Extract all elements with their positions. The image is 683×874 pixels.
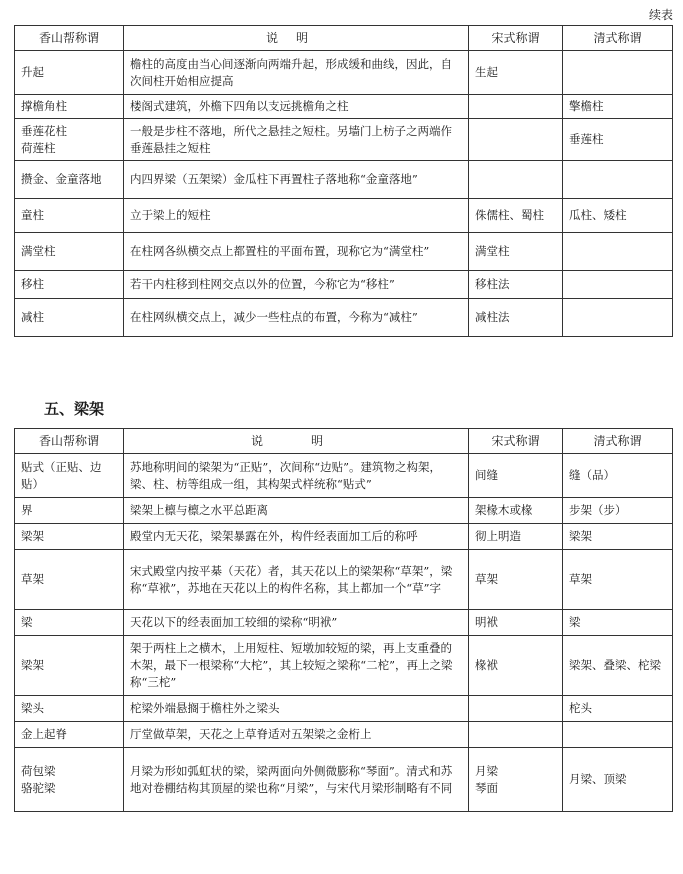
table-row	[15, 550, 673, 610]
qing-cell: 擎檐柱	[563, 95, 673, 119]
qing-cell: 瓜柱、矮柱	[563, 199, 673, 233]
table-row	[15, 498, 673, 524]
header-description: 说明	[124, 26, 469, 51]
table-header-row	[15, 429, 673, 454]
qing-cell	[563, 271, 673, 299]
song-cell: 椽袱	[469, 636, 563, 696]
term-cell: 梁架	[15, 524, 124, 550]
term-cell: 垂莲花柱 荷莲柱	[15, 119, 124, 161]
term-cell: 升起	[15, 51, 124, 95]
table-row	[15, 51, 673, 95]
description-cell: 柁梁外端悬搁于檐柱外之梁头	[124, 696, 469, 722]
table-row	[15, 199, 673, 233]
term-cell: 梁头	[15, 696, 124, 722]
song-cell: 移柱法	[469, 271, 563, 299]
table-row	[15, 454, 673, 498]
table-row	[15, 748, 673, 812]
term-cell: 减柱	[15, 299, 124, 337]
term-cell: 满堂柱	[15, 233, 124, 271]
table-row	[15, 233, 673, 271]
qing-cell	[563, 51, 673, 95]
term-cell: 贴式（正贴、边贴）	[15, 454, 124, 498]
terminology-table-columns	[14, 25, 673, 337]
description-cell: 梁架上檩与檩之水平总距离	[124, 498, 469, 524]
qing-cell: 梁架	[563, 524, 673, 550]
term-cell: 荷包梁 骆驼梁	[15, 748, 124, 812]
song-cell	[469, 161, 563, 199]
song-cell: 明袱	[469, 610, 563, 636]
description-cell: 立于梁上的短柱	[124, 199, 469, 233]
header-song: 宋式称谓	[469, 429, 563, 454]
header-xiangshan: 香山帮称谓	[15, 26, 124, 51]
table-row	[15, 636, 673, 696]
table-row	[15, 696, 673, 722]
table-row	[15, 271, 673, 299]
header-song: 宋式称谓	[469, 26, 563, 51]
table-row	[15, 119, 673, 161]
terminology-table-beams	[14, 428, 673, 812]
description-cell: 天花以下的经表面加工较细的梁称“明袱”	[124, 610, 469, 636]
term-cell: 移柱	[15, 271, 124, 299]
header-xiangshan: 香山帮称谓	[15, 429, 124, 454]
description-cell: 厅堂做草架，天花之上草脊适对五架梁之金桁上	[124, 722, 469, 748]
description-cell: 架于两柱上之横木，上用短柱、短墩加较短的梁，再上支重叠的木架，最下一根梁称“大柁”，其上较短之梁称“二柁”，再上之梁称“三柁”	[124, 636, 469, 696]
song-cell	[469, 696, 563, 722]
description-cell: 楼阁式建筑，外檐下四角以支远挑檐角之柱	[124, 95, 469, 119]
qing-cell	[563, 722, 673, 748]
qing-cell	[563, 161, 673, 199]
song-cell	[469, 119, 563, 161]
term-cell: 草架	[15, 550, 124, 610]
song-cell: 满堂柱	[469, 233, 563, 271]
continued-label: 续表	[648, 8, 673, 22]
header-description: 说 明	[124, 429, 469, 454]
description-cell: 宋式殿堂内按平棊（天花）者，其天花以上的梁架称“草架”，梁称“草袱”，苏地在天花以上的构件名称，其上都加一个“草”字	[124, 550, 469, 610]
song-cell: 减柱法	[469, 299, 563, 337]
header-qing: 清式称谓	[563, 26, 673, 51]
song-cell: 侏儒柱、蜀柱	[469, 199, 563, 233]
term-cell: 界	[15, 498, 124, 524]
qing-cell: 草架	[563, 550, 673, 610]
qing-cell: 垂莲柱	[563, 119, 673, 161]
description-cell: 檐柱的高度由当心间逐渐向两端升起，形成缓和曲线，因此，自次间柱开始相应提高	[124, 51, 469, 95]
song-cell: 月梁 琴面	[469, 748, 563, 812]
description-cell: 一般是步柱不落地，所代之悬挂之短柱。另墙门上枋子之两端作垂莲悬挂之短柱	[124, 119, 469, 161]
term-cell: 童柱	[15, 199, 124, 233]
qing-cell	[563, 233, 673, 271]
table-row	[15, 95, 673, 119]
description-cell: 若干内柱移到柱网交点以外的位置，今称它为“移柱”	[124, 271, 469, 299]
description-cell: 在柱网各纵横交点上都置柱的平面布置，现称它为“满堂柱”	[124, 233, 469, 271]
qing-cell: 柁头	[563, 696, 673, 722]
term-cell: 撑檐角柱	[15, 95, 124, 119]
song-cell: 草架	[469, 550, 563, 610]
description-cell: 月梁为形如弧虹状的梁，梁两面向外侧微膨称“琴面”。清式和苏地对卷棚结构其顶屋的梁也称“月梁”，与宋代月梁形制略有不同	[124, 748, 469, 812]
qing-cell: 梁架、叠梁、柁梁	[563, 636, 673, 696]
qing-cell: 月梁、顶梁	[563, 748, 673, 812]
term-cell: 攒金、金童落地	[15, 161, 124, 199]
table-row	[15, 610, 673, 636]
table-row	[15, 299, 673, 337]
description-cell: 在柱网纵横交点上，减少一些柱点的布置，今称为“减柱”	[124, 299, 469, 337]
description-cell: 殿堂内无天花，梁架暴露在外，构件经表面加工后的称呼	[124, 524, 469, 550]
song-cell: 间缝	[469, 454, 563, 498]
section-title: 五、梁架	[44, 400, 105, 418]
term-cell: 梁架	[15, 636, 124, 696]
qing-cell	[563, 299, 673, 337]
table-row	[15, 722, 673, 748]
qing-cell: 梁	[563, 610, 673, 636]
description-cell: 内四界梁（五架梁）金瓜柱下再置柱子落地称“金童落地”	[124, 161, 469, 199]
song-cell	[469, 95, 563, 119]
qing-cell: 步架（步）	[563, 498, 673, 524]
table-header-row	[15, 26, 673, 51]
header-qing: 清式称谓	[563, 429, 673, 454]
term-cell: 金上起脊	[15, 722, 124, 748]
qing-cell: 缝（品）	[563, 454, 673, 498]
description-cell: 苏地称明间的梁架为“正贴”，次间称“边贴”。建筑物之构架，梁、柱、枋等组成一组，其构架式样统称“贴式”	[124, 454, 469, 498]
song-cell: 彻上明造	[469, 524, 563, 550]
song-cell	[469, 722, 563, 748]
table-row	[15, 524, 673, 550]
song-cell: 架椽木或椽	[469, 498, 563, 524]
song-cell: 生起	[469, 51, 563, 95]
term-cell: 梁	[15, 610, 124, 636]
table-row	[15, 161, 673, 199]
